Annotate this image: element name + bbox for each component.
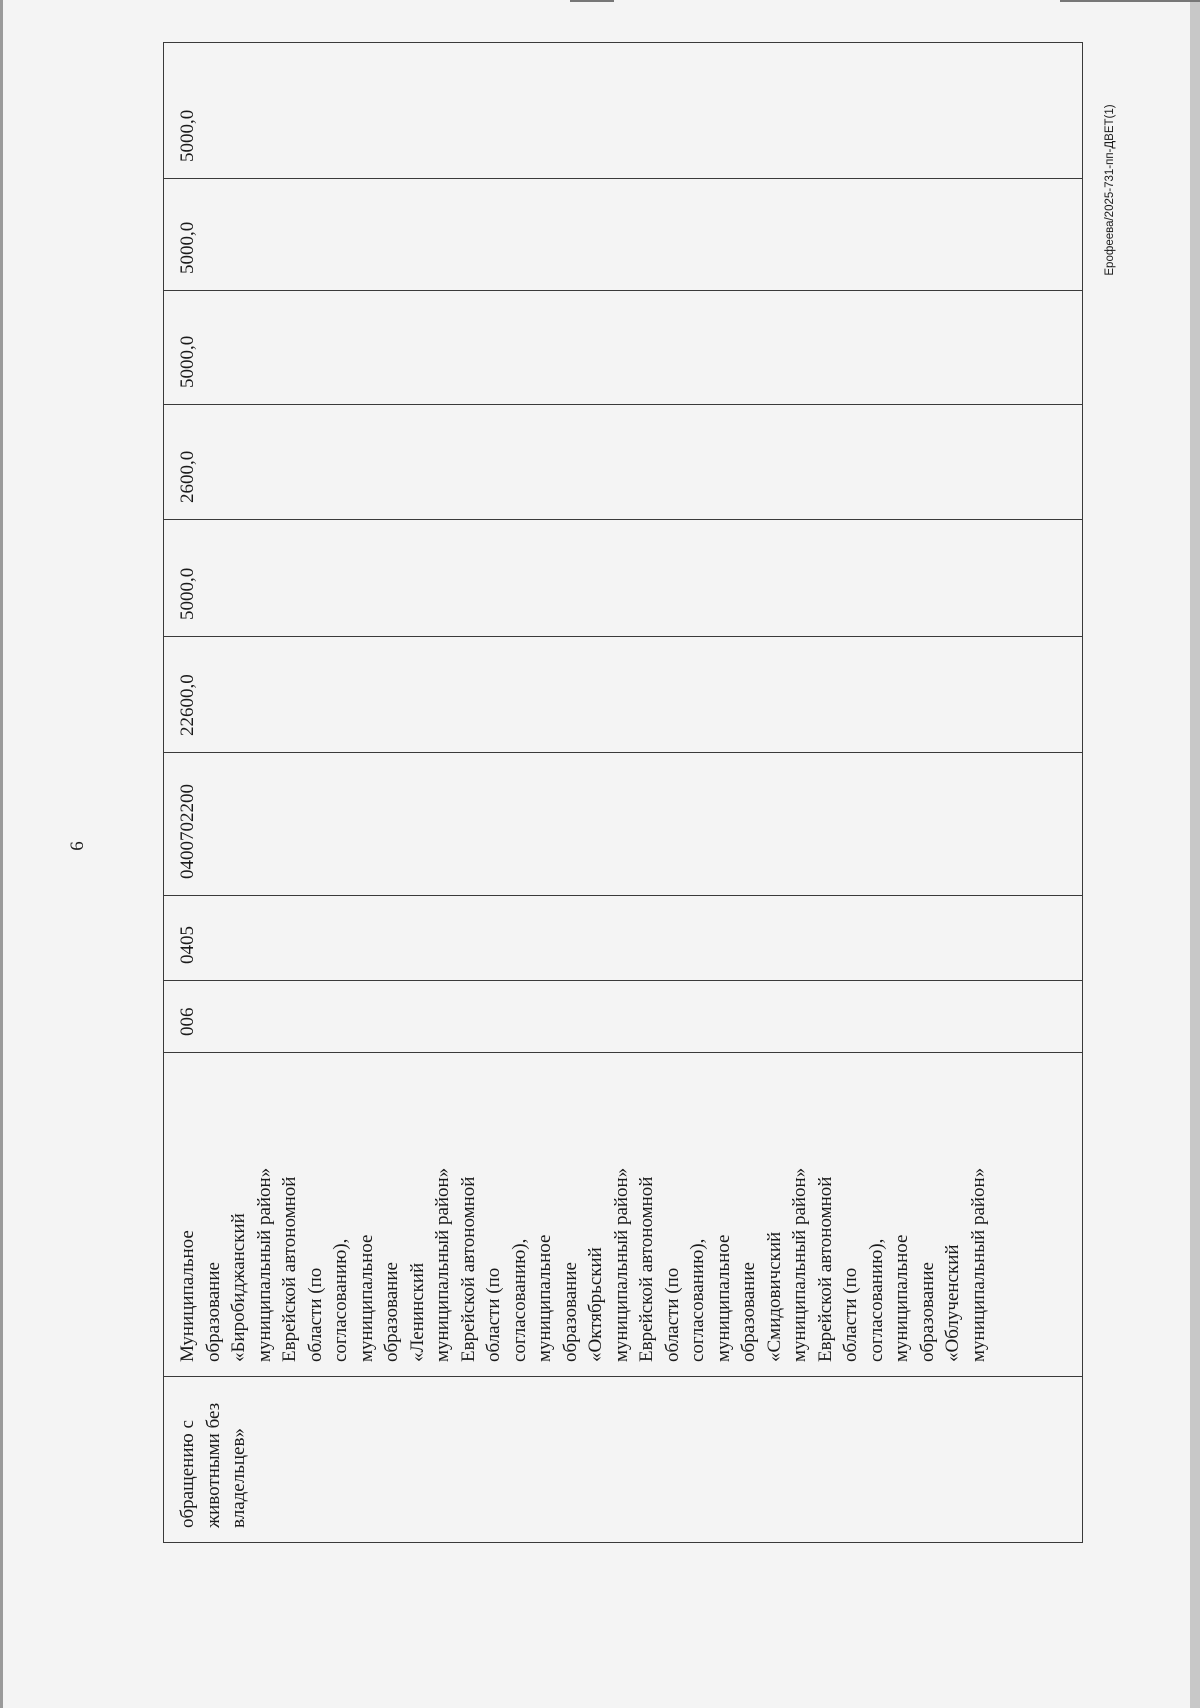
cell-text-line: образование: [202, 1262, 224, 1362]
cell-text-line: «Биробиджанский: [228, 1213, 249, 1362]
budget-table: [163, 42, 1083, 1543]
activity-lines: [175, 1387, 252, 1528]
cell-text-line: муниципальный район»: [967, 1167, 989, 1362]
rotated-table: [163, 43, 1083, 1543]
cell-text-line: Еврейской автономной: [814, 1176, 836, 1362]
cell-text-line: муниципальное: [355, 1234, 377, 1362]
cell-text-line: животными без: [202, 1402, 224, 1528]
scan-mark: [570, 0, 614, 2]
cell-text-line: согласованию),: [508, 1238, 530, 1362]
cell-text-line: владельцев»: [228, 1428, 249, 1528]
cell-text-line: области (по: [661, 1267, 683, 1362]
cell-text-line: «Ленинский: [406, 1262, 428, 1362]
page-number: 6: [67, 841, 88, 851]
cell-text-line: согласованию),: [865, 1238, 887, 1362]
cell-text-line: образование: [381, 1262, 402, 1362]
activity-cell: [164, 1377, 1083, 1543]
cell-text-line: муниципальное: [534, 1234, 555, 1362]
cell-text-line: муниципальный район»: [253, 1167, 275, 1362]
cell-text-line: муниципальный район»: [789, 1167, 810, 1362]
cell-text-line: муниципальный район»: [432, 1167, 453, 1362]
cell-text-line: Еврейской автономной: [279, 1176, 300, 1362]
cell-text-line: области (по: [483, 1267, 504, 1362]
document-id: Ерофеева/2025-731-пп-ДВЕТ(1): [1104, 104, 1116, 276]
cell-text-line: «Октябрьский: [585, 1247, 606, 1362]
year-value-cell: 5000,0: [164, 43, 1083, 179]
cell-text-line: согласованию),: [687, 1238, 708, 1362]
cell-text-line: Муниципальное: [177, 1230, 198, 1362]
executor-cell: [164, 1053, 1083, 1377]
scan-mark: [1060, 0, 1200, 2]
cell-text-line: «Облученский: [942, 1244, 963, 1362]
year-value-cell: 5000,0: [164, 520, 1083, 637]
cell-text-line: Еврейской автономной: [457, 1176, 479, 1362]
cell-text-line: области (по: [840, 1267, 861, 1362]
year-value-cell: 5000,0: [164, 291, 1083, 405]
cell-text-line: обращению с: [177, 1420, 198, 1528]
cell-text-line: образование: [916, 1262, 938, 1362]
executor-lines: [175, 1063, 991, 1362]
rzpr-code-cell: 0405: [164, 896, 1083, 981]
grbs-code-cell: 006: [164, 981, 1083, 1053]
csr-code-cell: 0400702200: [164, 753, 1083, 896]
scan-edge-left: [0, 0, 3, 1708]
scan-edge-right: [1190, 0, 1200, 1708]
year-value-cell: 2600,0: [164, 405, 1083, 520]
table-row: [164, 43, 1083, 1543]
cell-text-line: муниципальный район»: [610, 1167, 632, 1362]
cell-text-line: образование: [559, 1262, 581, 1362]
total-cell: 22600,0: [164, 637, 1083, 753]
cell-text-line: Еврейской автономной: [636, 1176, 657, 1362]
cell-text-line: муниципальное: [891, 1234, 912, 1362]
cell-text-line: образование: [738, 1262, 759, 1362]
cell-text-line: согласованию),: [330, 1238, 351, 1362]
cell-text-line: муниципальное: [712, 1234, 734, 1362]
year-value-cell: 5000,0: [164, 179, 1083, 291]
cell-text-line: области (по: [304, 1267, 326, 1362]
cell-text-line: «Смидовичский: [763, 1231, 785, 1362]
